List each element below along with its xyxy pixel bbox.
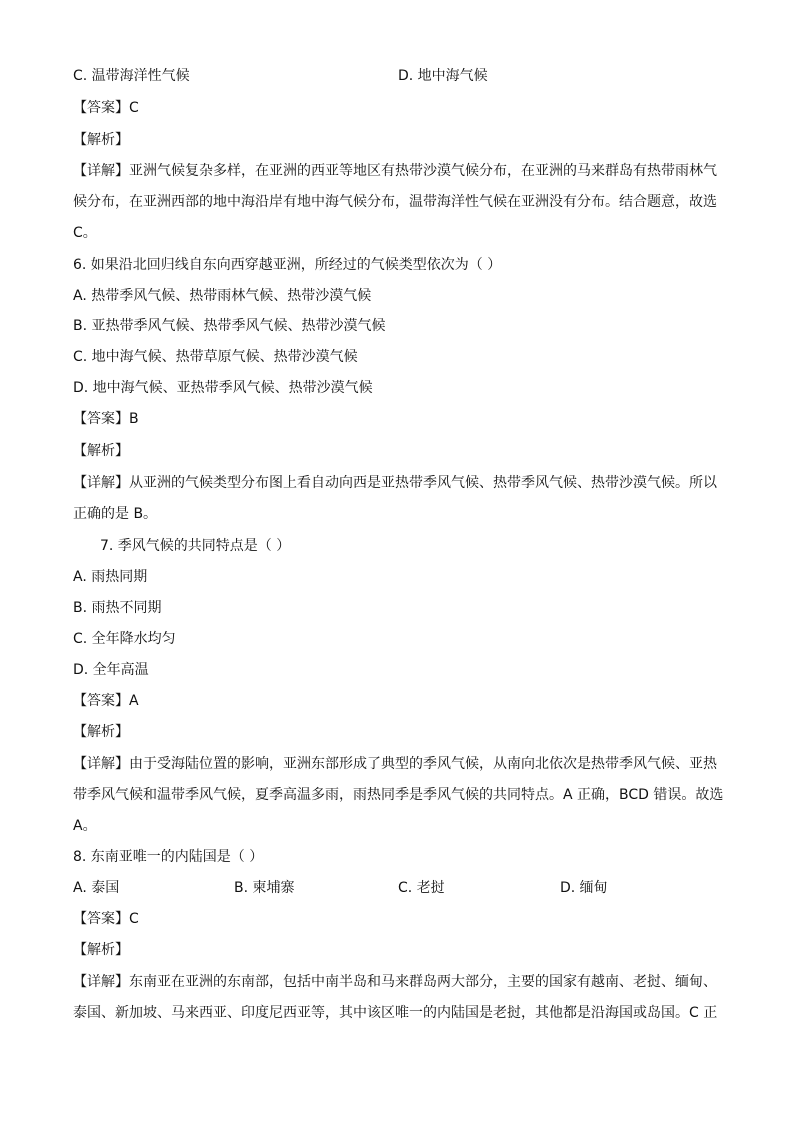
answer-label: 【答案】 <box>73 693 129 709</box>
q6-analysis-label: 【解析】 <box>73 443 129 459</box>
q8-option-d: D. 缅甸 <box>560 880 608 896</box>
answer-label: 【答案】 <box>73 100 129 116</box>
q7-option-a: A. 雨热同期 <box>73 569 148 585</box>
q6-detail-line-2: 正确的是 B。 <box>73 506 158 522</box>
q5-option-d: D. 地中海气候 <box>398 68 488 84</box>
q8-option-a: A. 泰国 <box>73 880 120 896</box>
answer-value: C <box>129 100 139 116</box>
answer-value: C <box>129 911 139 927</box>
q7-option-d: D. 全年高温 <box>73 662 149 678</box>
answer-label: 【答案】 <box>73 911 129 927</box>
q7-question: 7. 季风气候的共同特点是（ ） <box>100 538 291 554</box>
detail-label: 【详解】 <box>73 163 129 179</box>
answer-label: 【答案】 <box>73 411 129 427</box>
q6-question: 6. 如果沿北回归线自东向西穿越亚洲，所经过的气候类型依次为（ ） <box>73 257 502 273</box>
q7-analysis-label: 【解析】 <box>73 724 129 740</box>
q8-answer <box>73 909 723 929</box>
answer-value: B <box>129 411 139 427</box>
q7-detail-line-2: 带季风气候和温带季风气候，夏季高温多雨，雨热同季是季风气候的共同特点。A 正确，BCD 错误。故选 <box>73 787 724 803</box>
q5-detail-line-2: 候分布，在亚洲西部的地中海沿岸有地中海气候分布，温带海洋性气候在亚洲没有分布。结合题意，故选 <box>73 194 717 210</box>
q7-detail-line-3: A。 <box>73 818 97 834</box>
q8-analysis-label: 【解析】 <box>73 942 129 958</box>
detail-label: 【详解】 <box>73 475 129 491</box>
q8-detail-line-1: 【详解】东南亚在亚洲的东南部，包括中南半岛和马来群岛两大部分，主要的国家有越南、老挝、缅甸、 <box>73 974 717 990</box>
detail-label: 【详解】 <box>73 974 129 990</box>
q7-detail-line-1: 【详解】由于受海陆位置的影响，亚洲东部形成了典型的季风气候，从南向北依次是热带季风气候、亚热 <box>73 756 717 772</box>
q5-option-c: C. 温带海洋性气候 <box>73 68 190 84</box>
q6-option-b: B. 亚热带季风气候、热带季风气候、热带沙漠气候 <box>73 318 386 334</box>
detail-label: 【详解】 <box>73 756 129 772</box>
q8-option-b: B. 柬埔寨 <box>234 880 295 896</box>
answer-value: A <box>129 693 139 709</box>
q8-question: 8. 东南亚唯一的内陆国是（ ） <box>73 849 264 865</box>
q6-option-c: C. 地中海气候、热带草原气候、热带沙漠气候 <box>73 349 358 365</box>
q6-option-a: A. 热带季风气候、热带雨林气候、热带沙漠气候 <box>73 288 372 304</box>
q5-detail-line-1: 【详解】亚洲气候复杂多样，在亚洲的西亚等地区有热带沙漠气候分布，在亚洲的马来群岛有热带雨林气 <box>73 163 717 179</box>
q6-answer <box>73 409 723 429</box>
q7-option-b: B. 雨热不同期 <box>73 600 162 616</box>
q8-option-c: C. 老挝 <box>398 880 445 896</box>
q8-detail-line-2: 泰国、新加坡、马来西亚、印度尼西亚等，其中该区唯一的内陆国是老挝，其他都是沿海国或岛国。C 正 <box>73 1005 718 1021</box>
q6-option-d: D. 地中海气候、亚热带季风气候、热带沙漠气候 <box>73 380 373 396</box>
q7-answer <box>73 691 723 711</box>
q5-detail-line-3: C。 <box>73 225 97 241</box>
q6-detail-line-1: 【详解】从亚洲的气候类型分布图上看自动向西是亚热带季风气候、热带季风气候、热带沙漠气候。所以 <box>73 475 717 491</box>
q7-option-c: C. 全年降水均匀 <box>73 631 176 647</box>
q5-answer <box>73 98 723 118</box>
q5-analysis-label: 【解析】 <box>73 132 129 148</box>
